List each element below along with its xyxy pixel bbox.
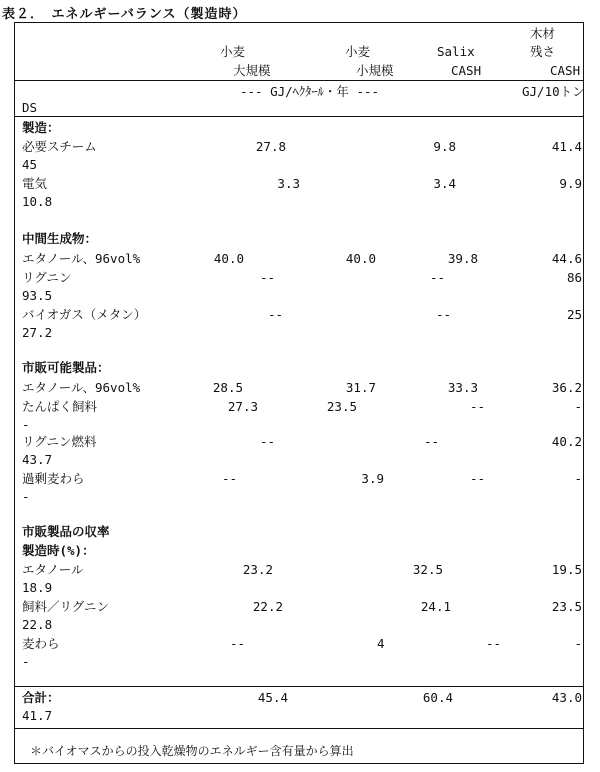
row-label: エタノール <box>22 562 84 577</box>
header-col4-line3: CASH <box>550 63 581 78</box>
cell-col3: 33.3 <box>447 380 478 395</box>
cell-col3: 32.5 <box>412 562 443 577</box>
row-label: エタノール、96vol% <box>22 251 141 266</box>
section-heading: 製造： <box>22 120 60 135</box>
cell-col2: 3.9 <box>361 471 384 486</box>
cell-col1: 27.8 <box>255 139 286 154</box>
cell-col2: 40.0 <box>345 251 376 266</box>
cell-col4: 41.4 <box>551 139 582 154</box>
cell-col1: -- <box>268 307 284 322</box>
row-label: 電気 <box>22 176 48 191</box>
row-wrap-value: 27.2 <box>22 325 53 340</box>
cell-col4: - <box>574 636 582 651</box>
header-col4-line1: 木材 <box>530 26 556 41</box>
cell-col4: 40.2 <box>551 434 582 449</box>
cell-col1: -- <box>260 270 276 285</box>
cell-col3: -- <box>436 307 452 322</box>
header-divider <box>14 80 584 81</box>
cell-col1: 40.0 <box>213 251 244 266</box>
row-wrap-value: - <box>22 489 30 504</box>
cell-col3: -- <box>470 471 486 486</box>
total-col1: 45.4 <box>257 690 288 705</box>
footnote: ＊バイオマスからの投入乾燥物のエネルギー含有量から算出 <box>30 744 354 758</box>
cell-col3: 3.4 <box>433 176 456 191</box>
row-wrap-value: - <box>22 654 30 669</box>
cell-col1: -- <box>230 636 246 651</box>
row-wrap-value: 43.7 <box>22 452 53 467</box>
cell-col3: 24.1 <box>420 599 451 614</box>
row-label: 過剰麦わら <box>22 471 85 486</box>
total-divider <box>14 686 584 687</box>
cell-col2: 4 <box>377 636 385 651</box>
table-title: 表２． エネルギーバランス（製造時） <box>2 7 247 22</box>
total-wrap-value: 41.7 <box>22 708 53 723</box>
cell-col4: - <box>574 399 582 414</box>
header-col1-line1: 小麦 <box>220 44 246 59</box>
cell-col4: 36.2 <box>551 380 582 395</box>
row-wrap-value: 18.9 <box>22 580 53 595</box>
row-wrap-value: 22.8 <box>22 617 53 632</box>
cell-col4: 23.5 <box>551 599 582 614</box>
subheader-divider <box>14 116 584 117</box>
row-label: 麦わら <box>22 636 60 651</box>
cell-col1: -- <box>222 471 238 486</box>
section-subheading: 製造時(%)： <box>22 543 95 558</box>
cell-col3: -- <box>486 636 502 651</box>
header-col2-line2: 小規模 <box>356 63 394 78</box>
cell-col2: 23.5 <box>326 399 357 414</box>
header-col1-line2: 大規模 <box>233 63 271 78</box>
cell-col4: 19.5 <box>551 562 582 577</box>
row-label: エタノール、96vol% <box>22 380 141 395</box>
row-wrap-value: 10.8 <box>22 194 53 209</box>
cell-col1: -- <box>260 434 276 449</box>
unit-label: --- GJ/ﾍｸﾀｰﾙ・年 --- <box>240 84 380 99</box>
cell-col4: 44.6 <box>551 251 582 266</box>
cell-col3: -- <box>470 399 486 414</box>
row-label: 必要スチーム <box>22 139 97 154</box>
unit-label-ds: DS <box>22 100 38 115</box>
total-col4: 43.0 <box>551 690 582 705</box>
total-col3: 60.4 <box>422 690 453 705</box>
cell-col4: 86 <box>566 270 582 285</box>
cell-col4: 9.9 <box>559 176 582 191</box>
cell-col1: 28.5 <box>212 380 243 395</box>
row-wrap-value: 45 <box>22 157 38 172</box>
cell-col1: 27.3 <box>227 399 258 414</box>
total-label: 合計： <box>22 690 60 705</box>
cell-col3: 9.8 <box>433 139 456 154</box>
cell-col3: -- <box>424 434 440 449</box>
header-col3-line1: Salix <box>437 44 475 59</box>
cell-col1: 3.3 <box>277 176 300 191</box>
section-heading: 市販製品の収率 <box>22 524 110 539</box>
cell-col3: 39.8 <box>447 251 478 266</box>
row-label: たんぱく飼料 <box>22 399 98 414</box>
header-col2-line1: 小麦 <box>345 44 371 59</box>
unit-label-right: GJ/10トン <box>522 84 585 99</box>
row-label: 飼料／リグニン <box>22 599 110 614</box>
cell-col4: - <box>574 471 582 486</box>
cell-col3: -- <box>430 270 446 285</box>
row-label: バイオガス（メタン） <box>22 307 147 322</box>
section-heading: 市販可能製品： <box>22 360 110 375</box>
row-wrap-value: - <box>22 417 30 432</box>
row-label: リグニン <box>22 270 72 285</box>
section-heading: 中間生成物： <box>22 231 98 246</box>
cell-col4: 25 <box>566 307 582 322</box>
footnote-divider <box>14 728 584 729</box>
row-label: リグニン燃料 <box>22 434 97 449</box>
cell-col2: 31.7 <box>345 380 376 395</box>
header-col4-line2: 残さ <box>530 44 556 59</box>
cell-col1: 23.2 <box>242 562 273 577</box>
cell-col1: 22.2 <box>252 599 283 614</box>
header-col3-line2: CASH <box>451 63 482 78</box>
row-wrap-value: 93.5 <box>22 288 53 303</box>
